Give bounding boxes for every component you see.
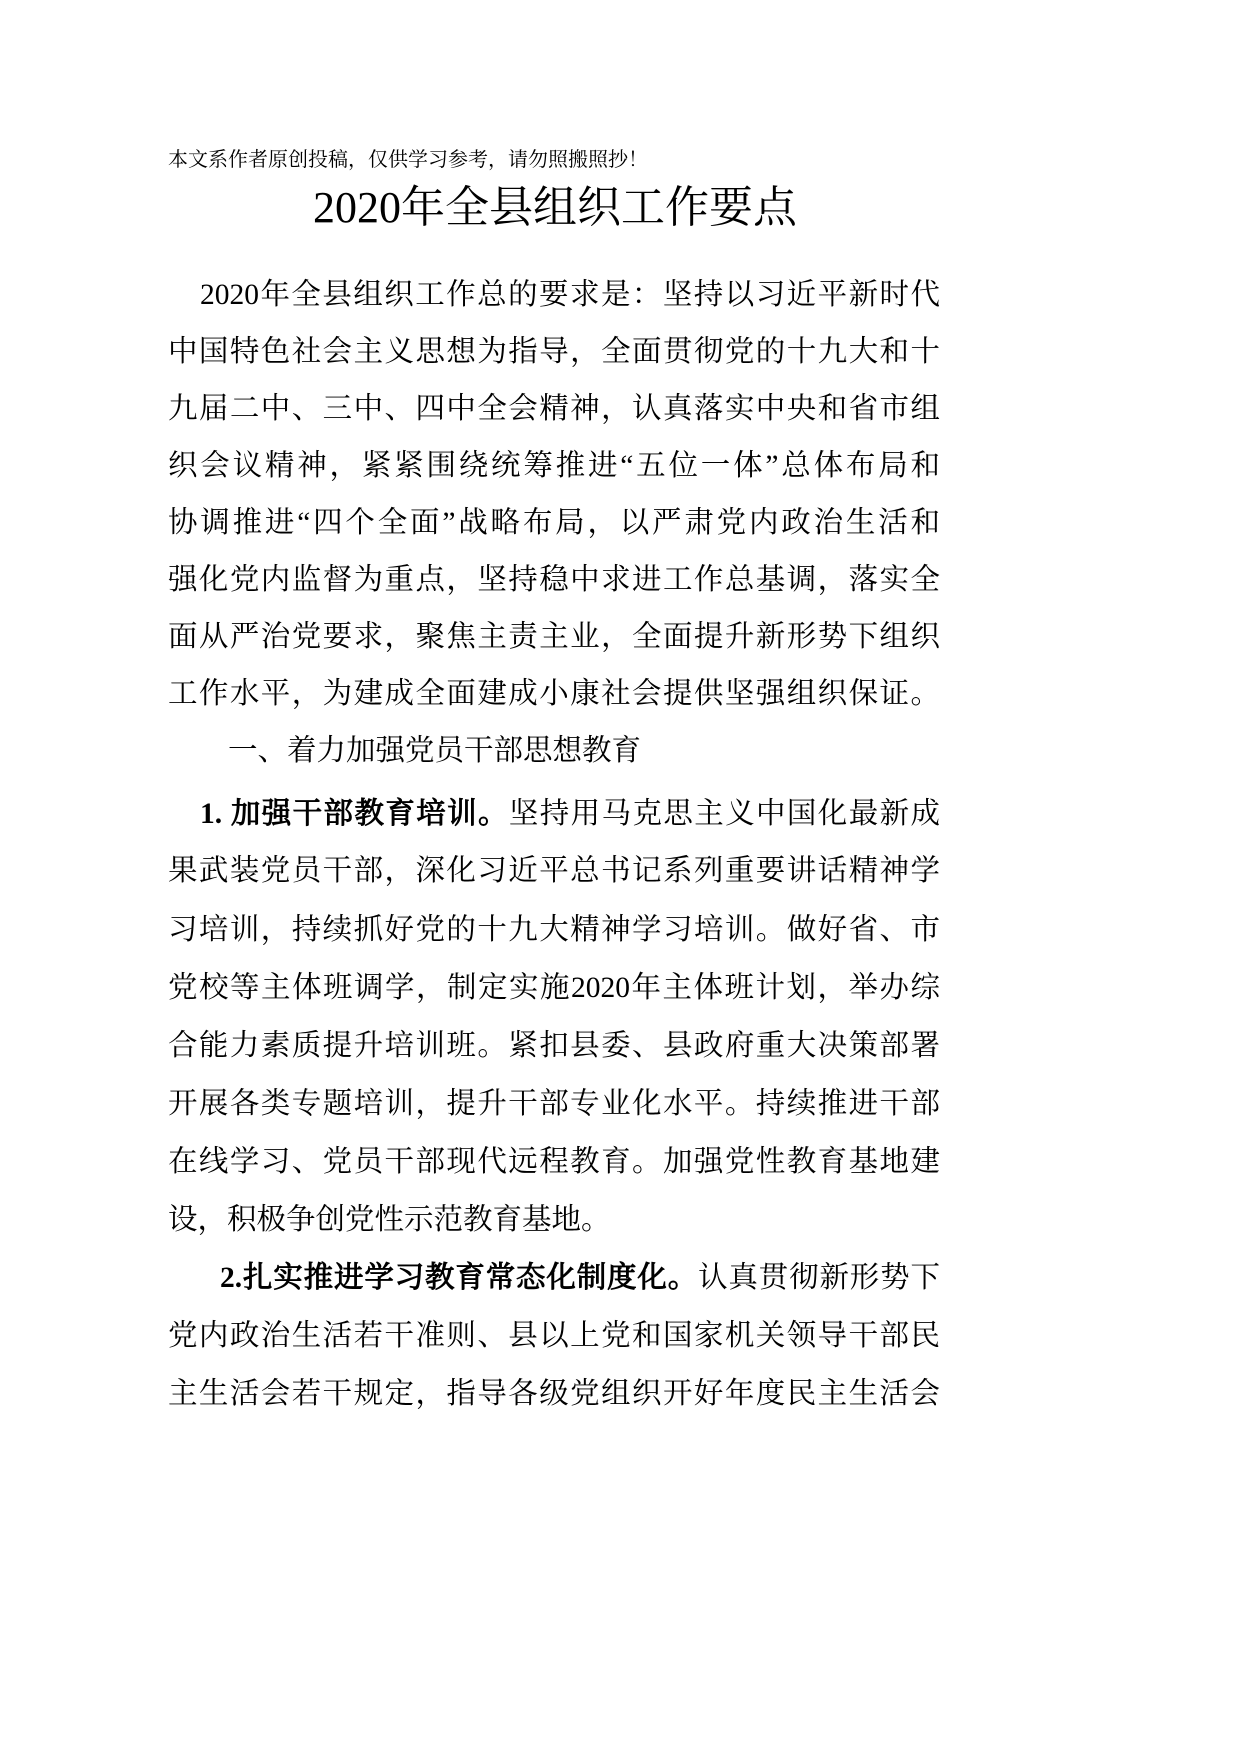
- section-heading: 一、着力加强党员干部思想教育: [228, 735, 642, 767]
- paragraph-line: 党内政治生活若干准则、县以上党和国家机关领导干部民: [168, 1320, 940, 1352]
- paragraph-line: 习培训，持续抓好党的十九大精神学习培训。做好省、市: [168, 914, 940, 946]
- paragraph-line: 合能力素质提升培训班。紧扣县委、县政府重大决策部署: [168, 1030, 940, 1062]
- paragraph-line: 果武装党员干部，深化习近平总书记系列重要讲话精神学: [168, 855, 940, 887]
- paragraph-line: 协调推进“四个全面”战略布局，以严肃党内政治生活和: [168, 507, 940, 539]
- item-text: 认真贯彻新形势下: [698, 1262, 940, 1294]
- item-heading: 1. 加强干部教育培训。: [200, 798, 509, 830]
- paragraph-line: 强化党内监督为重点，坚持稳中求进工作总基调，落实全: [168, 564, 940, 596]
- document-title: 2020年全县组织工作要点: [313, 183, 797, 232]
- paragraph-line: 在线学习、党员干部现代远程教育。加强党性教育基地建: [168, 1146, 940, 1178]
- paragraph-line: [220, 1258, 940, 1298]
- paragraph-line: 中国特色社会主义思想为指导，全面贯彻党的十九大和十: [168, 336, 940, 368]
- paragraph-line: 设，积极争创党性示范教育基地。: [168, 1204, 611, 1236]
- paragraph-line: 主生活会若干规定，指导各级党组织开好年度民主生活会: [168, 1378, 940, 1410]
- paragraph-line: [200, 794, 940, 834]
- copyright-notice: 本文系作者原创投稿，仅供学习参考，请勿照搬照抄！: [168, 149, 648, 171]
- paragraph-line: 工作水平，为建成全面建成小康社会提供坚强组织保证。: [168, 678, 940, 710]
- item-heading: 2.扎实推进学习教育常态化制度化。: [220, 1262, 699, 1294]
- paragraph-line: 2020年全县组织工作总的要求是：坚持以习近平新时代: [200, 279, 940, 311]
- paragraph-line: 面从严治党要求，聚焦主责主业，全面提升新形势下组织: [168, 621, 940, 653]
- paragraph-line: 织会议精神，紧紧围绕统筹推进“五位一体”总体布局和: [168, 450, 940, 482]
- paragraph-line: 开展各类专题培训，提升干部专业化水平。持续推进干部: [168, 1088, 940, 1120]
- paragraph-line: 党校等主体班调学，制定实施2020年主体班计划，举办综: [168, 972, 940, 1004]
- item-text: 坚持用马克思主义中国化最新成: [508, 798, 940, 830]
- paragraph-line: 九届二中、三中、四中全会精神，认真落实中央和省市组: [168, 393, 940, 425]
